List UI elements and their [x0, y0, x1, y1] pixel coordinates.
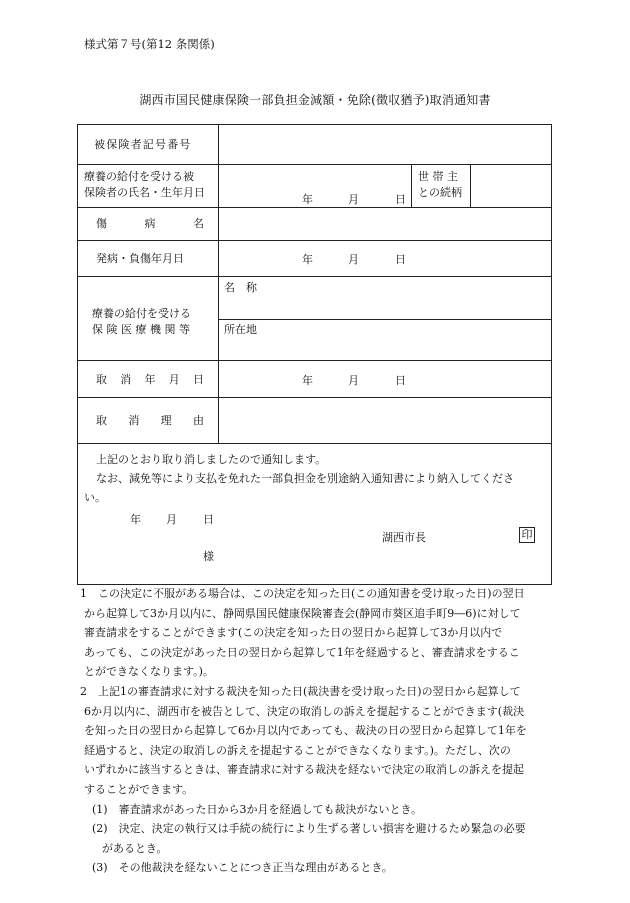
birth-day-label: 日: [395, 193, 406, 206]
table-column-rule: [411, 164, 412, 207]
footnote-line: (3) その他裁決を経ないことにつき正当な理由があるとき。: [92, 861, 393, 875]
issue-day-label: 日: [203, 513, 214, 526]
table-rule: [77, 397, 552, 398]
mayor-title: 湖西市長: [382, 531, 426, 544]
footnote-line: とができなくなります。)。: [84, 665, 214, 679]
household-head-label-line1: 世 帯 主: [418, 170, 458, 183]
footnote-line: (1) 審査請求があった日から3か月を経過しても裁決がないとき。: [92, 802, 423, 816]
label-char: 月: [168, 373, 180, 386]
birth-year-label: 年: [302, 193, 313, 206]
recipient-label-line1: 療養の給付を受ける被: [84, 170, 194, 183]
onset-year-label: 年: [302, 253, 313, 266]
label-char: 取: [96, 414, 107, 427]
notice-line-3: い。: [84, 491, 106, 504]
label-char: 病: [144, 217, 156, 230]
table-rule: [77, 276, 552, 277]
recipient-label-line2: 保険者の氏名・生年月日: [84, 186, 205, 199]
label-char: 日: [193, 373, 204, 386]
document-title: 湖西市国民健康保険一部負担金減額・免除(徴収猶予)取消通知書: [139, 93, 491, 107]
issue-year-label: 年: [130, 513, 141, 526]
notice-line-2: なお、減免等により支払を免れた一部負担金を別途納入通知書により納入してくださ: [96, 472, 514, 485]
onset-month-label: 月: [348, 253, 359, 266]
footnote-line: 2 上記1の審査請求に対する裁決を知った日(裁決書を受け取った日)の翌日から起算して: [80, 685, 521, 698]
insured-number-label: 被保険者記号番号: [94, 138, 192, 151]
institution-address-label: 所在地: [224, 323, 257, 336]
honorific: 様: [203, 550, 214, 563]
footnote-line: することができます。: [84, 783, 194, 796]
table-column-rule: [470, 164, 471, 207]
label-char: 由: [192, 414, 204, 427]
cancel-year-label: 年: [302, 374, 313, 387]
label-char: 傷: [96, 217, 107, 230]
label-char: 理: [160, 414, 172, 427]
label-char: 取: [96, 373, 107, 386]
footnote-line: 6か月以内に、湖西市を被告として、決定の取消しの訴えを提起することができます(裁決: [84, 704, 525, 718]
cancel-reason-label: [96, 413, 204, 428]
onset-date-label: 発病・負傷年月日: [96, 252, 184, 265]
footnote-line: 審査請求をすることができます(この決定を知った日の翌日から起算して3か月以内で: [84, 626, 503, 640]
footnote-line: 経過すると、決定の取消しの訴えを提起することができなくなります。)。ただし、次の: [84, 743, 511, 757]
footnote-line: から起算して3か月以内に、静岡県国民健康保険審査会(静岡市葵区追手町9―6)に対して: [84, 606, 521, 620]
insured-number-field[interactable]: [219, 125, 551, 164]
table-column-rule: [218, 124, 219, 443]
label-char: 名: [193, 217, 204, 230]
form-number: 様式第７号(第12 条関係): [84, 37, 215, 51]
footnote-line: (2) 決定、決定の執行又は手続の続行により生ずる著しい損害を避けるため緊急の必要: [92, 822, 526, 836]
issue-month-label: 月: [166, 513, 177, 526]
cancel-month-label: 月: [348, 374, 359, 387]
footnote-line: 1 この決定に不服がある場合は、この決定を知った日(この通知書を受け取った日)の翌日: [80, 587, 525, 600]
onset-day-label: 日: [395, 253, 406, 266]
table-rule: [77, 207, 552, 208]
label-char: 消: [120, 373, 132, 386]
label-char: 年: [144, 373, 156, 386]
footnote-line: あっても、この決定があった日の翌日から起算して1年を経過すると、審査請求をするこ: [84, 645, 520, 659]
table-rule: [77, 164, 552, 165]
footnote-line: いずれかに該当するときは、審査請求に対する裁決を経ないで決定の取消しの訴えを提起: [84, 763, 524, 777]
institution-label-line1: 療養の給付を受ける: [92, 307, 191, 320]
cancel-date-label: [96, 372, 204, 387]
institution-name-label: 名 称: [224, 281, 257, 294]
notice-line-1: 上記のとおり取り消しましたので通知します。: [96, 453, 327, 466]
cancel-day-label: 日: [395, 374, 406, 387]
table-rule: [218, 319, 552, 320]
footnote-line: があるとき。: [102, 841, 168, 855]
footnote-line: を知った日の翌日から起算して6か月以内であっても、裁決の日の翌日から起算して1年を: [84, 724, 527, 738]
seal-mark: 印: [519, 527, 535, 543]
label-char: 消: [128, 414, 140, 427]
table-rule: [77, 360, 552, 361]
table-rule: [77, 443, 552, 444]
household-head-label-line2: との続柄: [418, 186, 462, 199]
table-rule: [77, 240, 552, 241]
injury-name-label: [96, 216, 204, 231]
institution-label-line2: 保 険 医 療 機 関 等: [92, 323, 190, 336]
birth-month-label: 月: [348, 193, 359, 206]
